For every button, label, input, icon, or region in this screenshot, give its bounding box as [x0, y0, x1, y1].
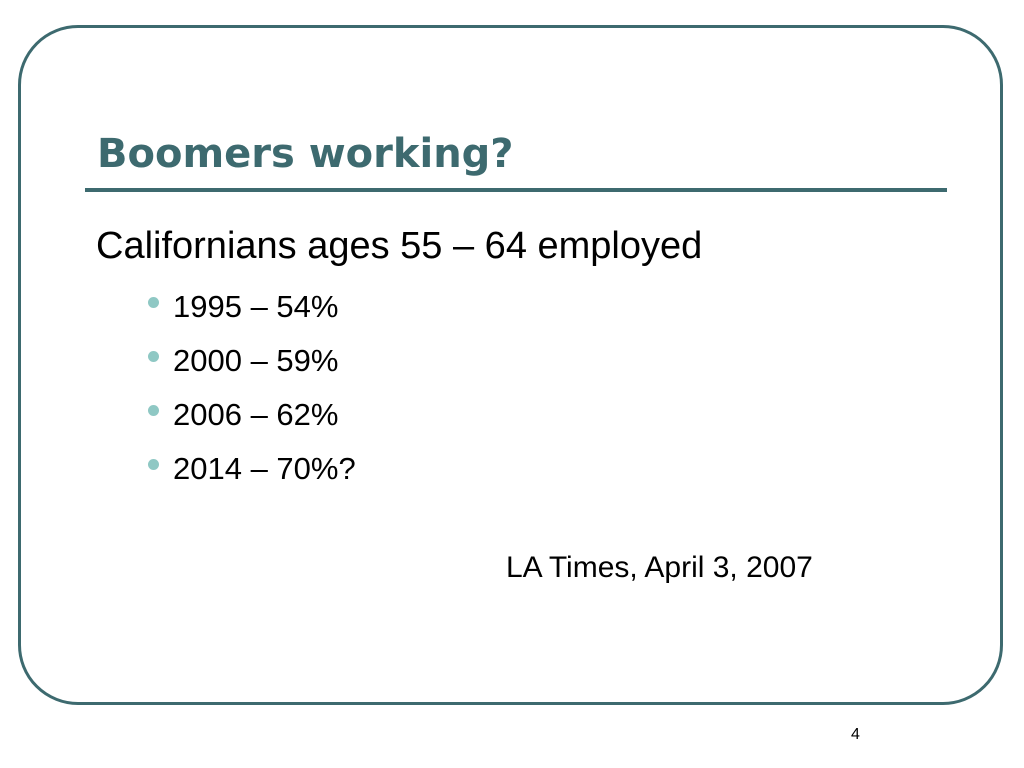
bullet-dot-icon [148, 459, 159, 470]
bullet-dot-icon [148, 405, 159, 416]
bullet-text: 2006 – 62% [173, 397, 339, 432]
page-number: 4 [851, 726, 860, 743]
lead-text: Californians ages 55 – 64 employed [96, 225, 703, 267]
bullet-text: 2014 – 70%? [173, 451, 356, 486]
bullet-text: 2000 – 59% [173, 343, 339, 378]
bullet-dot-icon [148, 297, 159, 308]
list-item [148, 280, 356, 334]
title-divider [85, 188, 947, 192]
list-item [148, 334, 356, 388]
bullet-dot-icon [148, 351, 159, 362]
source-citation: LA Times, April 3, 2007 [506, 551, 813, 584]
list-item [148, 442, 356, 496]
slide-title: Boomers working? [97, 131, 514, 177]
list-item [148, 388, 356, 442]
bullet-list [148, 280, 356, 496]
bullet-text: 1995 – 54% [173, 289, 339, 324]
